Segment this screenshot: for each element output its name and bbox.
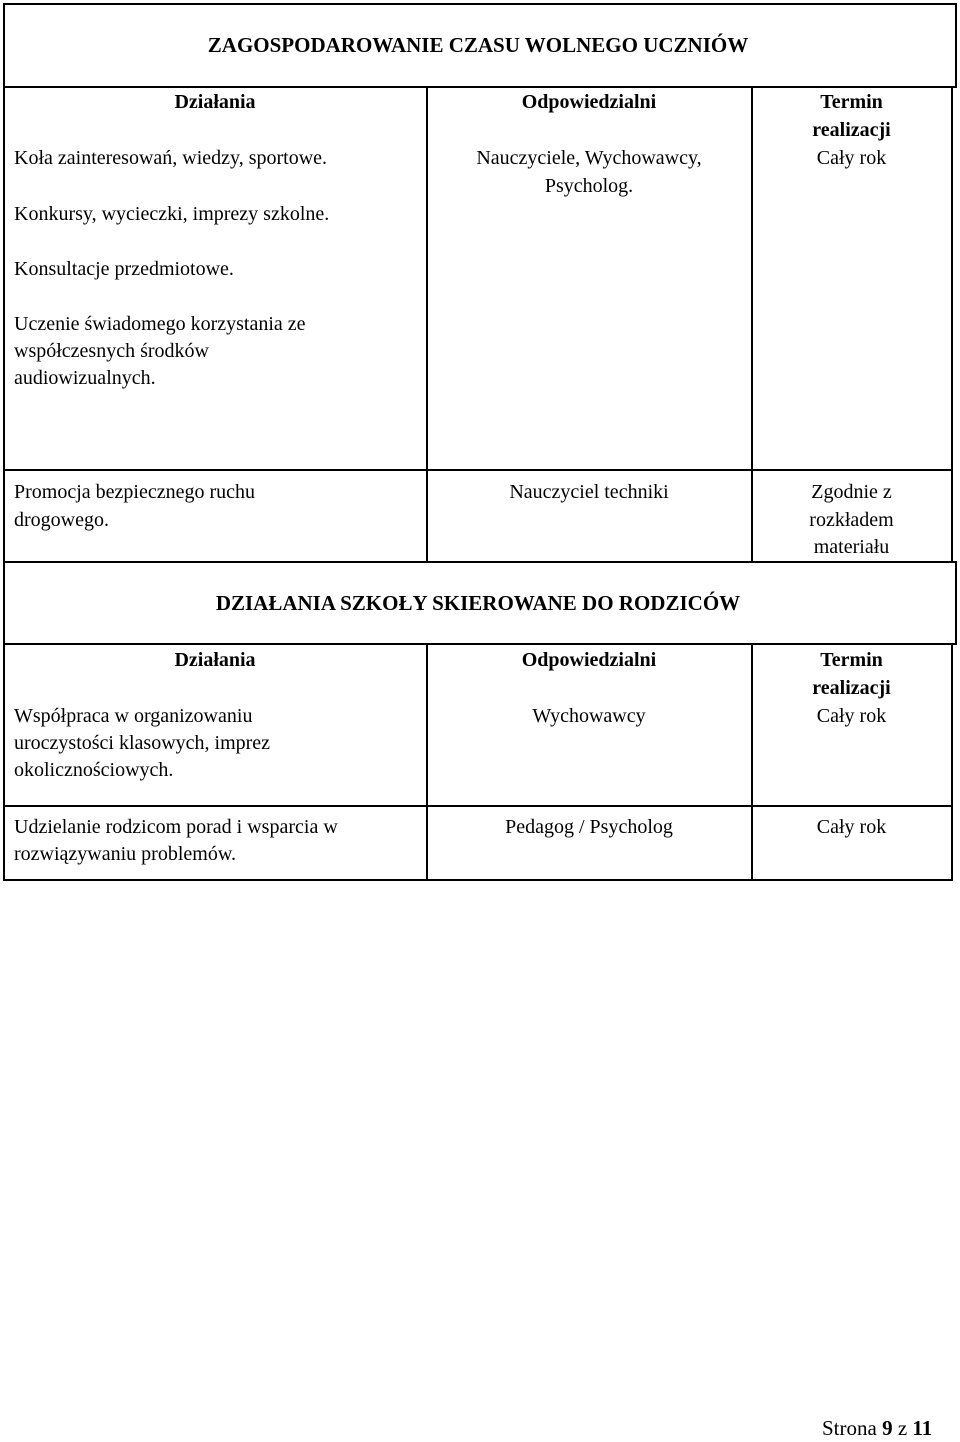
s2-row1-action-line1: Współpraca w organizowaniu — [14, 705, 253, 727]
s2-header-term-line2: realizacji — [812, 677, 891, 699]
s1-row1-term: Cały rok — [816, 147, 887, 169]
s1-row1-action-4-line2: współczesnych środków — [14, 340, 209, 362]
s2-row2-term: Cały rok — [816, 816, 887, 838]
s2-bottom-border — [3, 879, 953, 881]
footer-sep: z — [897, 1416, 908, 1440]
footer-prefix: Strona — [822, 1416, 877, 1440]
s1-row1-action-4-line1: Uczenie świadomego korzystania ze — [14, 313, 306, 335]
s2-row1-action-line3: okolicznościowych. — [14, 759, 174, 781]
section1-title: ZAGOSPODAROWANIE CZASU WOLNEGO UCZNIÓW — [207, 33, 749, 57]
s2-title-bottom-border — [3, 643, 957, 645]
s2-right-border-lower — [951, 643, 953, 881]
s2-col-divider-1 — [426, 643, 428, 881]
s1-row2-term-line1: Zgodnie z — [811, 481, 892, 503]
s1-header-actions: Działania — [174, 91, 256, 113]
s2-row2-responsible: Pedagog / Psycholog — [505, 816, 673, 838]
s2-header-responsible: Odpowiedzialni — [521, 649, 657, 671]
s1-right-border — [955, 3, 957, 87]
s1-row2-responsible: Nauczyciel techniki — [509, 481, 669, 503]
section2-title: DZIAŁANIA SZKOŁY SKIEROWANE DO RODZICÓW — [215, 591, 741, 615]
footer-page: 9 — [882, 1416, 893, 1440]
s2-row1-action-line2: uroczystości klasowych, imprez — [14, 732, 271, 754]
s2-row2-action-line2: rozwiązywaniu problemów. — [14, 843, 236, 865]
s1-row2-term-line2: rozkładem — [809, 509, 894, 531]
s2-header-term-line1: Termin — [820, 649, 883, 671]
s1-header-term-line1: Termin — [820, 91, 883, 113]
s2-row1-responsible: Wychowawcy — [532, 705, 646, 727]
s1-row2-action-line1: Promocja bezpiecznego ruchu — [14, 481, 256, 503]
s1-row1-action-3: Konsultacje przedmiotowe. — [14, 258, 234, 280]
s1-header-term-line2: realizacji — [812, 119, 891, 141]
s2-top-border — [3, 561, 957, 563]
s2-row2-action-line1: Udzielanie rodzicom porad i wsparcia w — [14, 816, 338, 838]
s1-row1-responsible-line1: Nauczyciele, Wychowawcy, — [476, 147, 702, 169]
s1-row2-action-line2: drogowego. — [14, 509, 109, 531]
s1-row1-action-1: Koła zainteresowań, wiedzy, sportowe. — [14, 147, 328, 169]
footer-total: 11 — [912, 1416, 933, 1440]
s1-right-border-lower — [951, 86, 953, 562]
s1-top-border — [3, 3, 957, 5]
s1-row1-responsible-line2: Psycholog. — [544, 175, 634, 197]
s2-header-actions: Działania — [174, 649, 256, 671]
s2-right-border — [955, 561, 957, 645]
s2-row-divider — [3, 805, 953, 807]
s1-row1-action-2: Konkursy, wycieczki, imprezy szkolne. — [14, 203, 330, 225]
s2-row1-term: Cały rok — [816, 705, 887, 727]
s1-row2-term-line3: materiału — [813, 536, 890, 558]
s1-header-responsible: Odpowiedzialni — [521, 91, 657, 113]
s1-row1-action-4-line3: audiowizualnych. — [14, 367, 156, 389]
s1-row-divider — [3, 469, 953, 471]
